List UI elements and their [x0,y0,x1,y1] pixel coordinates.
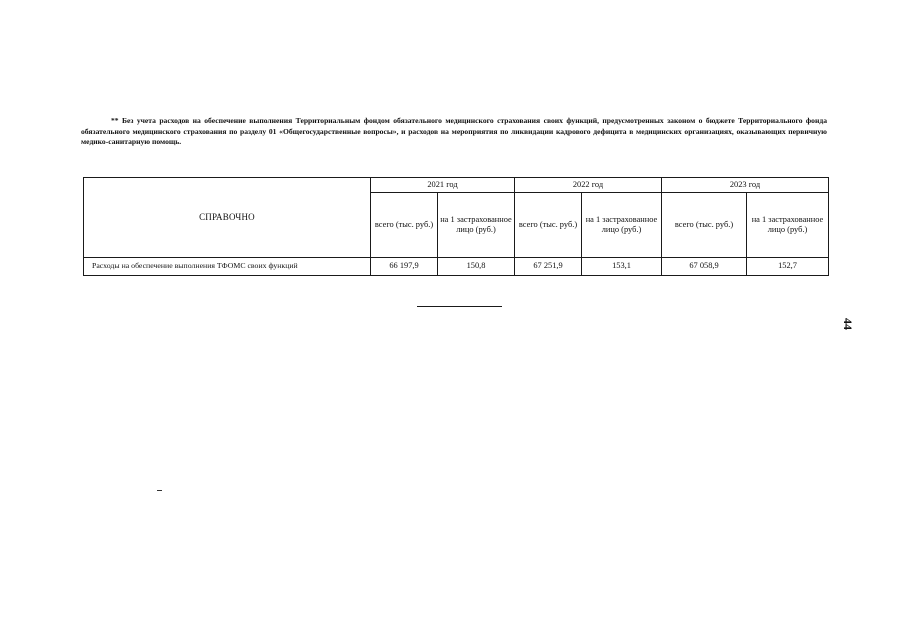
total-column-header-2022: всего (тыс. руб.) [515,193,582,258]
footnote-text: ** Без учета расходов на обеспечение выполнения Территориальным фондом обязательного медицинского страхования своих функций, предусмотренных законом о бюджете Территориального фонда обязательного медицинского страхования по разделу 01 «Общегосударственные вопросы», и расходов на мероприятия по ликвидации кадрового дефицита в медицинских организациях, оказывающих первичную медико-санитарную помощь. [81,116,827,147]
cell-total-2021: 66 197,9 [371,258,438,276]
cell-total-2022: 67 251,9 [515,258,582,276]
per-person-column-header-2022: на 1 застрахованное лицо (руб.) [582,193,662,258]
per-person-column-header-2021: на 1 застрахованное лицо (руб.) [438,193,515,258]
reference-label-header: СПРАВОЧНО [84,178,371,258]
cell-per-person-2021: 150,8 [438,258,515,276]
scan-mark [157,490,162,491]
year-2021-header: 2021 год [371,178,515,193]
page-number: 44 [841,318,855,330]
year-2022-header: 2022 год [515,178,662,193]
per-person-column-header-2023: на 1 застрахованное лицо (руб.) [747,193,829,258]
cell-per-person-2023: 152,7 [747,258,829,276]
separator-line [417,306,502,307]
table-row [84,258,829,276]
year-2023-header: 2023 год [662,178,829,193]
reference-table [83,177,829,276]
cell-total-2023: 67 058,9 [662,258,747,276]
total-column-header-2023: всего (тыс. руб.) [662,193,747,258]
row-label: Расходы на обеспечение выполнения ТФОМС своих функций [84,258,371,276]
year-header-row [84,178,829,193]
total-column-header-2021: всего (тыс. руб.) [371,193,438,258]
cell-per-person-2022: 153,1 [582,258,662,276]
